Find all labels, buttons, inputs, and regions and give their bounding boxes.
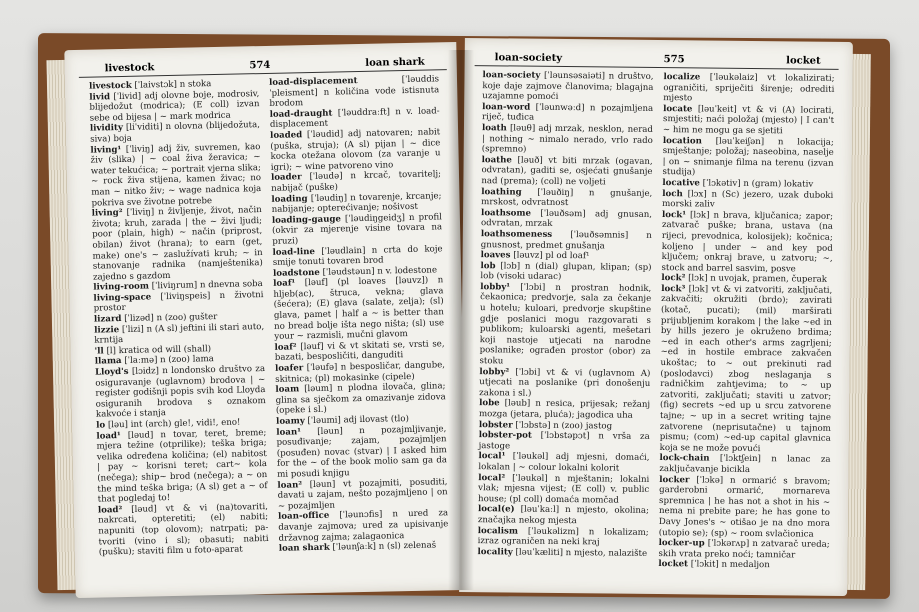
- dictionary-entry: [273, 276, 444, 343]
- dictionary-entry: [89, 89, 260, 124]
- entry-headword: loamy: [276, 416, 305, 427]
- entry-headword: lividity: [89, 123, 124, 135]
- entry-definition: [liˈviditi] n olovna (blijedožuta, siva) boja: [90, 120, 261, 145]
- entry-headword: loathing: [481, 186, 522, 198]
- entry-definition: [ˈləuðiŋ] n gnušanje, mrskost, odvratnost: [481, 187, 653, 209]
- entry-definition: [ˈlivid] adj olovne boje, modrosiv, blijedožut (modrica); (E coll) izvan sebe od bijesa | ~ mark modrica: [89, 88, 260, 124]
- dictionary-entry: [275, 381, 446, 416]
- entry-definition: [ˈləuðsəmnis] n gnusnost, predmet gnušanja: [480, 229, 652, 251]
- entry-headword: loading: [271, 193, 308, 205]
- entry-definition: [ləub] n resica, prijesak; režanj mozga (jetara, pluća); jagodica uha: [478, 398, 651, 421]
- dictionary-entry: [278, 509, 449, 544]
- entry-headword: loath: [481, 123, 507, 134]
- dictionary-entry: [95, 364, 266, 421]
- entry-definition: [ˈləumi] adj ilovast (tlo): [304, 414, 410, 427]
- dictionary-entry: [663, 104, 834, 138]
- entry-headword: living¹: [90, 144, 122, 156]
- entry-headword: loan¹: [276, 426, 302, 438]
- dictionary-entry: [479, 399, 650, 422]
- entry-headword: loan-society: [482, 70, 541, 81]
- left-page-column-2: [269, 74, 449, 554]
- dictionary-entry: [662, 189, 833, 212]
- entry-headword: loaf¹: [273, 278, 296, 290]
- entry-headword: loathe: [481, 154, 512, 166]
- entry-definition: [ˈləufə] n besposličar, dangube, skitnica; (pl) mokasinke (cipele): [275, 360, 446, 385]
- entry-headword: load¹: [96, 430, 121, 442]
- entry-definition: [ləu] int (arch) gle!, vidi!, eno!: [105, 417, 241, 431]
- dictionary-entry: [478, 504, 649, 527]
- entry-definition: [ˈləudstəun] n v. lodestone: [319, 265, 438, 278]
- right-page-column-2: [658, 72, 834, 572]
- entry-headword: locate: [663, 103, 693, 115]
- entry-definition: [ˈlɔkit] n medaljon: [687, 559, 770, 571]
- dictionary-entry: [663, 72, 834, 106]
- entry-definition: [ləuf] (pl loaves [ləuvz]) n hljeb(ac), štruca, vekna; glava (šećera); (E) glava (salate, zelja); (sl) glava, pamet | half a ~ is better than no bread bolje išta nego ništa; (sl) use your ~ razmisli, mučni glavom: [273, 275, 445, 343]
- dictionary-entry: [90, 142, 261, 209]
- entry-headword: locality: [477, 546, 513, 558]
- entry-definition: [ˈləudiŋ] n tovarenje, krcanje; nabijanje; opterećivanje; nošivost: [271, 190, 442, 215]
- right-guide-word-last: locket: [786, 55, 821, 67]
- dictionary-entry: [479, 430, 650, 453]
- entry-definition: [ləud] n tovar, teret, breme; mjera težine (otprilike); teška briga; velika određena količina; (el) nabitost | pay ~ korisni teret; cart~ kola (nečega); ship~ brod (nečega); a ~ on the mind teška briga; (A sl) get a ~ of that pogledaj to!: [96, 427, 268, 505]
- entry-definition: [ləuˈkæliti] n mjesto, nalazište: [512, 547, 648, 559]
- dictionary-entry: [96, 428, 268, 506]
- entry-headword: lob: [480, 260, 496, 272]
- left-guide-word-first: livestock: [104, 62, 155, 75]
- entry-definition: [ˈləudə] n krcač, tovaritelj; nabijač (puške): [271, 169, 442, 194]
- entry-definition: [ˈlɔkə] n ormarić s bravom; garderobni ormarić, mornareva spremnica | he has not a shot in his ~ nema ni prebite pare; he has gone to Davy Jones's ~ otišao je na dno mora (utopio se); (sp) ~ room svlačionica: [658, 474, 831, 540]
- entry-definition: [ˈlaːmə] n (zoo) lama: [121, 354, 214, 367]
- entry-definition: [l] kratica od will (shall): [103, 344, 212, 357]
- dictionary-entry: [658, 538, 829, 561]
- entry-definition: [ləuˈkeiʃən] n lokacija; smještanje; položaj; naseobina, naselje | on ~ snimanje filma na terenu (izvan studija): [662, 136, 834, 178]
- entry-definition: [ˈləukəlizm] n lokalizam; izraz ograničen na neki kraj: [477, 526, 649, 548]
- entry-definition: [ˈlɔktʃein] n lanac za zaključavanje bicikla: [659, 453, 831, 475]
- dictionary-entry: [658, 559, 829, 571]
- entry-headword: living²: [91, 208, 123, 219]
- entry-headword: lo: [96, 420, 106, 431]
- right-page-header: [475, 38, 839, 70]
- entry-headword: lobster: [478, 419, 513, 431]
- dictionary-entry: [279, 540, 449, 554]
- dictionary-entry: [277, 477, 448, 512]
- entry-headword: loan-word: [482, 101, 531, 113]
- dictionary-entry: [481, 187, 652, 210]
- entry-definition: [ˈlizi] n (A sl) jeftini ili stari auto, krntija: [94, 321, 265, 346]
- entry-definition: [ˈləunsəsaiəti] n društvo, koje daje zajmove članovima; blagajna uzajamne pomoći: [482, 70, 654, 103]
- entry-definition: [ˈləunʃaːk] n (sl) zelenaš: [329, 540, 437, 553]
- entry-headword: loathsome: [481, 207, 532, 219]
- entry-definition: [ləun] n pozajmljivanje, posuđivanje; zajam, pozajmljen (posuđen) novac (stvar) | I asked him for the ~ of the book molio sam ga da mi posudi knjigu: [276, 423, 448, 480]
- book-spine-gutter: [448, 50, 474, 590]
- entry-headword: localism: [477, 525, 519, 537]
- dictionary-entry: [482, 123, 653, 157]
- entry-headword: livestock: [88, 80, 132, 92]
- dictionary-entry: [479, 367, 650, 401]
- right-guide-word-first: loan-society: [494, 52, 563, 65]
- dictionary-entry: [662, 136, 833, 180]
- entry-definition: [ləuvz] pl od loaf¹: [510, 250, 590, 262]
- entry-headword: local²: [478, 472, 506, 483]
- entry-definition: [ˈlɔbstə] n (zoo) jastog: [512, 420, 613, 432]
- entry-headword: loaf²: [274, 342, 297, 353]
- dictionary-entry: [482, 70, 653, 104]
- entry-definition: [ˈlɔbi] vt & vi (uglavnom A) utjecati na poslanike (pri donošenju zakona i sl.): [479, 367, 651, 399]
- entry-definition: [lɔb] n (dial) glupan, klipan; (sp) lob (visoki udarac): [480, 261, 652, 283]
- right-page-number: 575: [663, 54, 685, 66]
- left-page: [64, 42, 467, 598]
- entry-headword: lock²: [661, 273, 686, 284]
- dictionary-entry: [478, 473, 649, 507]
- entry-definition: [lɔk] n uvojak, pramen, čuperak: [685, 273, 827, 286]
- entry-headword: local¹: [478, 451, 506, 462]
- dictionary-entry: [659, 453, 830, 476]
- entry-headword: localize: [663, 72, 701, 83]
- entry-headword: loan shark: [278, 542, 330, 554]
- entry-headword: locker-up: [658, 538, 705, 549]
- entry-definition: [ˈləuddisˈpleisment] n količina vode istisnuta brodom: [269, 74, 440, 110]
- entry-definition: [ˈləuðsəm] adj gnusan, odvratan, mrzak: [480, 208, 653, 230]
- entry-definition: [ˈlɔbstəpɔt] n vrša za jastoge: [478, 430, 650, 452]
- entry-definition: [ˈliviŋrum] n dnevna soba: [148, 279, 263, 292]
- dictionary-entry: [482, 102, 653, 125]
- entry-definition: [lɔx] n (Sc) jezero, uzak duboki morski zaliv: [662, 188, 834, 210]
- entry-headword: load-displacement: [268, 76, 358, 88]
- entry-headword: loafer: [274, 363, 304, 374]
- entry-headword: load²: [97, 504, 123, 516]
- dictionary-entry: [478, 452, 649, 475]
- entry-definition: [lɔk] n brava, ključanica; zapor; zatvarač puške; brana, ustava (na rijeci, prevodnica, kolosijek); kočnica; koljeno | under ~ and key pod ključem; onkraj brave, u zatvoru; ~, stock and barrel sasvim, posve: [661, 210, 834, 275]
- entry-definition: [ˈlɔkətiv] n (gram) lokativ: [699, 178, 814, 190]
- dictionary-entry: [480, 261, 651, 284]
- entry-definition: [ləuf] vi & vt skitati se, vrsti se, bazati, besposličiti, danguditi: [274, 339, 445, 364]
- entry-headword: livid: [89, 91, 111, 103]
- entry-headword: lobby¹: [480, 282, 511, 293]
- entry-headword: loader: [270, 172, 302, 184]
- entry-headword: living-space: [93, 292, 152, 304]
- dictionary-entry: [478, 526, 649, 549]
- right-page: [459, 38, 853, 596]
- entry-definition: [ˈliviŋspeis] n životni prostor: [93, 289, 264, 315]
- dictionary-entry: [660, 284, 833, 455]
- entry-definition: [ˈləudlain] n crta do koje smije tonuti tovaren brod: [272, 243, 443, 268]
- entry-headword: locker: [659, 474, 690, 485]
- entry-headword: lizzie: [94, 324, 120, 336]
- entry-headword: lizard: [93, 314, 122, 325]
- entry-definition: [ˈləuddraːft] n v. load-displacement: [269, 106, 440, 131]
- left-page-number: 574: [249, 59, 271, 72]
- entry-headword: lobster-pot: [478, 430, 532, 441]
- entry-definition: [lɔidz] n londonsko društvo za osiguravanje (uglavnom) brodova | ~ register godišnji popis svih kod Lloyda osiguranih brodova s oznakom kakvoće i stanja: [95, 364, 266, 420]
- right-page-column-1: [477, 70, 653, 570]
- entry-headword: lobby²: [479, 366, 510, 378]
- dictionary-entry: [98, 502, 269, 559]
- entry-headword: loathsomeness: [480, 229, 553, 240]
- entry-definition: [ˈləukəl] n mještanin; lokalni vlak; mjesna vijest; (E coll) v. public house; (pl coll) domaća momčad: [478, 472, 650, 506]
- entry-headword: loaves: [480, 250, 511, 261]
- entry-headword: loch: [662, 188, 683, 199]
- entry-headword: load-line: [272, 246, 316, 258]
- entry-headword: lock³: [661, 283, 686, 295]
- entry-definition: [ˈləunwəːd] n pozajmljena riječ, tuđica: [482, 102, 654, 124]
- entry-definition: [ləud] vt & vi (na)tovariti, nakrcati, opteretiti; (el) nabiti; napuniti (top olovom); natrpati; pa-tvoriti (vino i sl); obasuti; nabiti (pušku); staviti film u foto-aparat: [98, 501, 269, 558]
- dictionary-entry: [276, 424, 447, 481]
- entry-headword: local(e): [477, 504, 515, 515]
- entry-headword: living-room: [93, 281, 150, 293]
- dictionary-entry: [481, 208, 652, 231]
- entry-definition: [ləuˈkeit] vt & vi (A) locirati, smjestiti; naći položaj (mjesto) | I can't ~ him ne mogu ga se sjetiti: [662, 104, 835, 137]
- entry-definition: [ləuð] vt biti mrzak (ogavan, odvratan), gaditi se, osjećati gnušanje nad (prema); (coll) ne voljeti: [481, 155, 653, 188]
- dictionary-entry: [479, 282, 651, 369]
- entry-headword: loading-gauge: [271, 214, 341, 226]
- entry-definition: [ləum] n plodna ilovača, glina; glina sa sječkom za omazivanje zidova (opeke i sl.): [275, 381, 446, 417]
- dictionary-entry: [270, 127, 441, 173]
- entry-headword: lock¹: [662, 209, 687, 221]
- entry-headword: 'll: [94, 346, 104, 357]
- left-guide-word-last: loan shark: [365, 56, 425, 69]
- dictionary-entry: [661, 210, 833, 275]
- entry-headword: load-draught: [269, 108, 333, 120]
- entry-definition: [ˈləudid] adj natovaren; nabit (puška, struja); (A sl) pijan | ~ dice kocka otežana olovom (za varanje u igri); ~ wine patvoreno vino: [270, 127, 441, 173]
- dictionary-entry: [272, 212, 443, 247]
- dictionary-entry: [659, 475, 831, 540]
- entry-definition: [ˈliviŋ] n življenje, život, način života; kruh, zarada | the ~ živi ljudi; poor (plain, high) ~ način (priprost, obilan) život (hrana); to earn (get, make) one's ~ zaslužívati kruh; ~ in stanovanje radnika (namještenika) zajedno s gazdom: [91, 205, 263, 283]
- entry-headword: locative: [662, 177, 700, 189]
- entry-definition: [ˈliviŋ] adj živ, suvremen, kao živ (slika) | ~ coal živa žeravica; ~ water tekućica; ~ portrait vjernа slika; ~ rock živa stijena, kamen živac; no man ~ nitko živ; ~ wage nadnica koja pokriva sve životne potrebe: [90, 141, 262, 209]
- entry-headword: lobe: [479, 398, 500, 409]
- entry-headword: locket: [658, 559, 689, 570]
- entry-definition: [ləun] vt pozajmiti, posuditi, davati u zajam, nešto pozajmljeno | on ~ pozajmljen: [277, 476, 448, 512]
- entry-definition: [lɔk] vt & vi zatvoriti, zaključati, zakvačiti; okružiti (brdo); zavirati (kotač, pucati); (mil) marširati prijubljenim korakom | the lake ~ed in by hills jezero je okruženo brdima; ~ed in each other's arms zagrljeni; ~ed in hostile embrace zakvačen ukoštac; to ~ out prekinuti rad (poslodavci) zbog neslaganja s radničkim zahtjevima; to ~ up zatvoriti, zaključati; staviti u zatvor; (fig) secrets ~ed up u srcu zatvorene tajne; ~ up in a secret writing tajne zatvorene (neprisutačne) u tajnom pismu; (com) ~ed-up capital glavnica koja se ne može povući: [659, 284, 833, 454]
- entry-headword: loan-office: [278, 511, 330, 523]
- entry-definition: [ˈlɔkərʌp] n zatvarač ureda; skih vrata preko noći; tamničar: [658, 538, 830, 561]
- entry-definition: [ˈlɔbi] n prostran hodnik, čekaonica; predvorje, sala za čekanje u hotelu; kuloari, predvorje skupštine gdje poslanici mogu razgovarati s publikom; kuloarski agenti, mešetari koji nastoje utjecati na narodne poslanike; ograđen prostor (obor) za stoku: [479, 282, 652, 367]
- entry-definition: [ˈlaivstɔk] n stoka: [131, 79, 212, 91]
- entry-definition: [ləuˈkaːl] n mjesto, okolina; značajka nekog mjesta: [477, 504, 650, 527]
- entry-headword: loam: [275, 384, 300, 396]
- left-page-column-1: [89, 78, 269, 558]
- entry-headword: llama: [94, 356, 122, 368]
- entry-headword: loaded: [270, 130, 303, 141]
- entry-headword: Lloyd's: [94, 366, 129, 378]
- dictionary-entry: [92, 205, 264, 283]
- entry-headword: location: [662, 135, 702, 147]
- entry-definition: [ˈləukəlaiz] vt lokalizirati; ograničiti, spriječiti širenje; odrediti mjesto: [663, 72, 835, 104]
- dictionary-entry: [477, 547, 648, 559]
- entry-headword: lock-chain: [659, 453, 710, 464]
- entry-headword: loadstone: [272, 267, 320, 279]
- entry-definition: [ˈləudiŋgeidʒ] n profil (okvir za mjerenje visine tovara na pruzi): [272, 212, 443, 247]
- entry-definition: [ˈləukəl] adj mjesni, domaći, lokalan | ~ colour lokalni kolorit: [478, 451, 650, 474]
- entry-definition: [ˈləunɔfis] n ured za davanje zajmova; ured za upisivanje državnog zajma; zalagaonica: [278, 508, 449, 544]
- entry-headword: loan²: [277, 479, 303, 491]
- dictionary-entry: [269, 74, 440, 109]
- entry-definition: [ˈlizəd] n (zoo) gušter: [121, 312, 218, 325]
- dictionary-entry: [481, 229, 652, 252]
- dictionary-entry: [481, 155, 652, 189]
- entry-definition: [ləuθ] adj mrzak, nesklon, nerad | nothing ~ nimalo nerado, vrlo rado (spremno): [481, 123, 654, 155]
